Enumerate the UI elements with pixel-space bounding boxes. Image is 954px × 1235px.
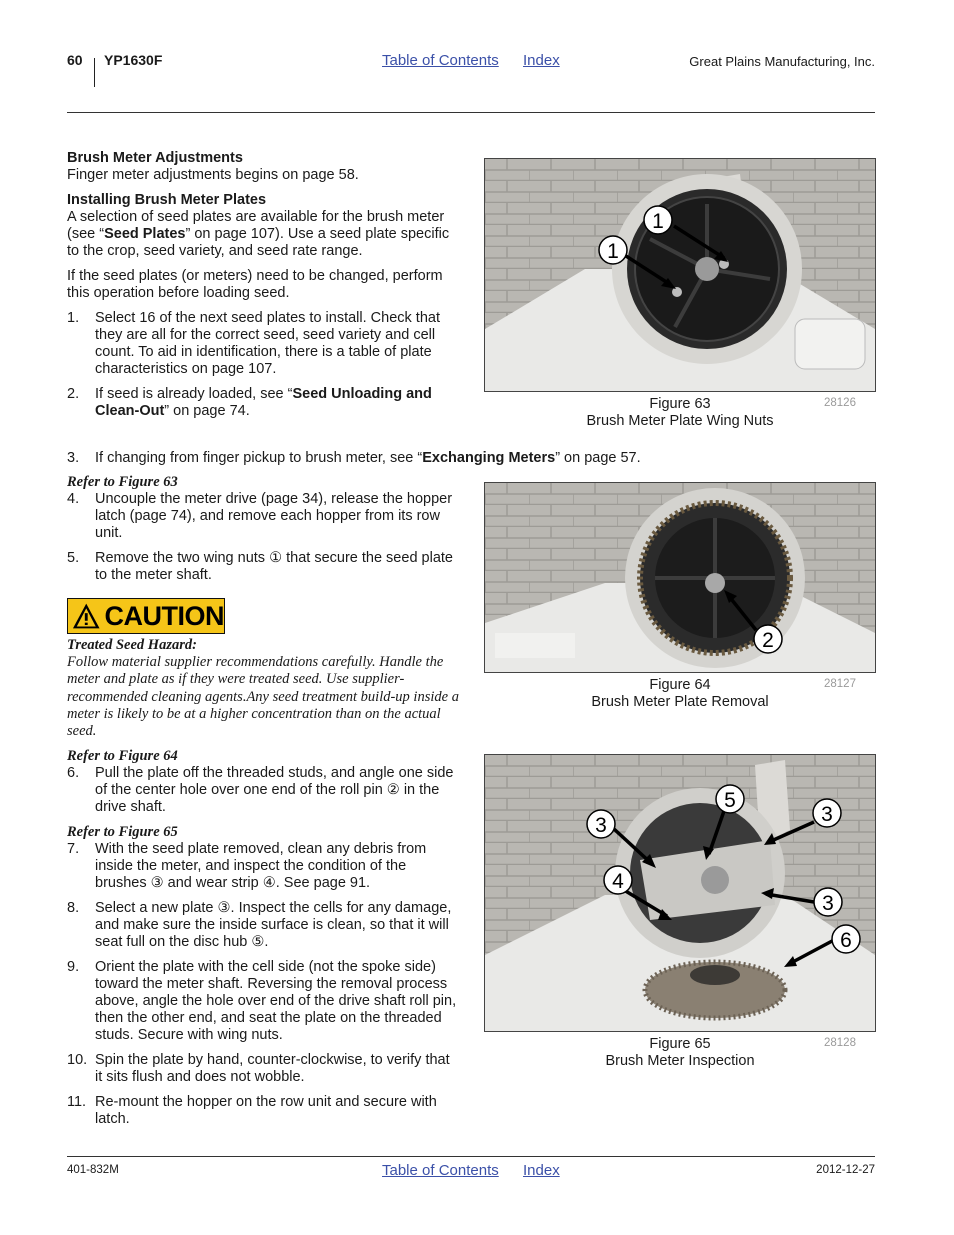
steps-6-11 bbox=[67, 748, 459, 1128]
intro-text: Finger meter adjustments begins on page 58. bbox=[67, 167, 359, 183]
header-divider bbox=[94, 58, 95, 87]
callout-1a: 1 bbox=[652, 210, 664, 233]
warning-triangle-icon bbox=[72, 602, 101, 630]
figure-65-caption bbox=[560, 1036, 800, 1070]
step-6: 6. Pull the plate off the threaded studs, and angle one side of the center hole over one end of the roll pin ② in the drive shaft. bbox=[67, 765, 454, 815]
step-4: 4. Uncouple the meter drive (page 34), release the hopper latch (page 74), and remove each hopper from its row unit. bbox=[67, 491, 453, 541]
callout-3c: 3 bbox=[822, 892, 834, 915]
para-change-plates: If the seed plates (or meters) need to be changed, perform this operation before loading seed. bbox=[67, 268, 443, 301]
figure-65-callouts bbox=[484, 754, 874, 1030]
figure-65-id: 28128 bbox=[824, 1037, 856, 1049]
step-3: 3. If changing from finger pickup to brush meter, see “Exchanging Meters” on page 57. bbox=[67, 450, 641, 466]
callout-3a: 3 bbox=[821, 803, 833, 826]
subsection-title: Installing Brush Meter Plates bbox=[67, 192, 267, 208]
figure-64-caption bbox=[560, 677, 800, 711]
hazard-text: Follow material supplier recommendations carefully. Handle the meter and plate as if they were treated seed. Use supplier-recommended cleaning agents.Any seed treatment build-up inside a meter is likely to be at a higher concentration than on the actual seed. bbox=[67, 654, 459, 740]
figure-65-title: Brush Meter Inspection bbox=[605, 1053, 755, 1069]
footer-index-link[interactable]: Index bbox=[523, 1162, 560, 1179]
header-index-link[interactable]: Index bbox=[523, 52, 560, 69]
footer-toc-link[interactable]: Table of Contents bbox=[382, 1162, 499, 1179]
callout-6: 6 bbox=[840, 929, 852, 952]
para-seed-plates: A selection of seed plates are available for the brush meter (see “Seed Plates” on page 107). Use a seed plate specific to the crop, seed variety, and seed rate range. bbox=[67, 209, 450, 259]
intro-block bbox=[67, 150, 459, 420]
doc-number: 401-832M bbox=[67, 1164, 119, 1176]
step-7: 7. With the seed plate removed, clean any debris from inside the meter, and inspect the condition of the brushes ③ and wear strip ④. See page 91. bbox=[67, 841, 427, 891]
figure-63-number: Figure 63 bbox=[649, 396, 711, 412]
step-2: 2. If seed is already loaded, see “Seed Unloading and Clean-Out” on page 74. bbox=[67, 386, 432, 419]
figure-64-number: Figure 64 bbox=[649, 677, 711, 693]
steps-4-5 bbox=[67, 474, 459, 584]
figure-65-number: Figure 65 bbox=[649, 1036, 711, 1052]
callout-3b: 3 bbox=[595, 814, 607, 837]
header-rule bbox=[67, 112, 875, 113]
model-name: YP1630F bbox=[104, 52, 163, 68]
callout-5: 5 bbox=[724, 789, 736, 812]
figure-63-callouts bbox=[484, 158, 874, 390]
callout-2: 2 bbox=[762, 629, 774, 652]
hazard-title: Treated Seed Hazard: bbox=[67, 637, 197, 653]
figure-64-title: Brush Meter Plate Removal bbox=[591, 694, 769, 710]
figure-64-id: 28127 bbox=[824, 678, 856, 690]
figure-63-title: Brush Meter Plate Wing Nuts bbox=[586, 413, 774, 429]
ref-figure-64: Refer to Figure 64 bbox=[67, 748, 178, 764]
step-5: 5. Remove the two wing nuts ① that secure the seed plate to the meter shaft. bbox=[67, 550, 453, 583]
step-1: 1. Select 16 of the next seed plates to install. Check that they are all for the correct seed, seed variety and cell count. To aid in identification, there is a table of plate characteristics on page 107. bbox=[67, 310, 440, 377]
footer-date: 2012-12-27 bbox=[816, 1164, 875, 1176]
figure-63-caption bbox=[560, 396, 800, 430]
step-10: 10. Spin the plate by hand, counter-clockwise, to verify that it sits flush and does not wobble. bbox=[67, 1052, 450, 1085]
page-number: 60 bbox=[67, 52, 83, 68]
ref-figure-63: Refer to Figure 63 bbox=[67, 474, 178, 490]
step-11: 11. Re-mount the hopper on the row unit and secure with latch. bbox=[67, 1094, 437, 1127]
step-8: 8. Select a new plate ③. Inspect the cells for any damage, and make sure the inside surface is clean, so that it will seat full on the disc hub ⑤. bbox=[67, 900, 452, 950]
caution-label: CAUTION bbox=[67, 598, 225, 634]
hazard-block bbox=[67, 637, 459, 740]
section-title: Brush Meter Adjustments bbox=[67, 150, 243, 166]
figure-63-id: 28126 bbox=[824, 397, 856, 409]
footer-rule bbox=[67, 1156, 875, 1157]
callout-4: 4 bbox=[612, 870, 624, 893]
step-9: 9. Orient the plate with the cell side (not the spoke side) toward the meter shaft. Reversing the removal process above, angle the hole over end of the drive shaft roll pin, then the other end, and seat the plate on the threaded studs. Secure with wing nuts. bbox=[67, 959, 457, 1043]
figure-64-callouts bbox=[484, 482, 874, 671]
ref-figure-65: Refer to Figure 65 bbox=[67, 824, 178, 840]
header-toc-link[interactable]: Table of Contents bbox=[382, 52, 499, 69]
callout-1b: 1 bbox=[607, 240, 619, 263]
company-name: Great Plains Manufacturing, Inc. bbox=[689, 54, 875, 69]
